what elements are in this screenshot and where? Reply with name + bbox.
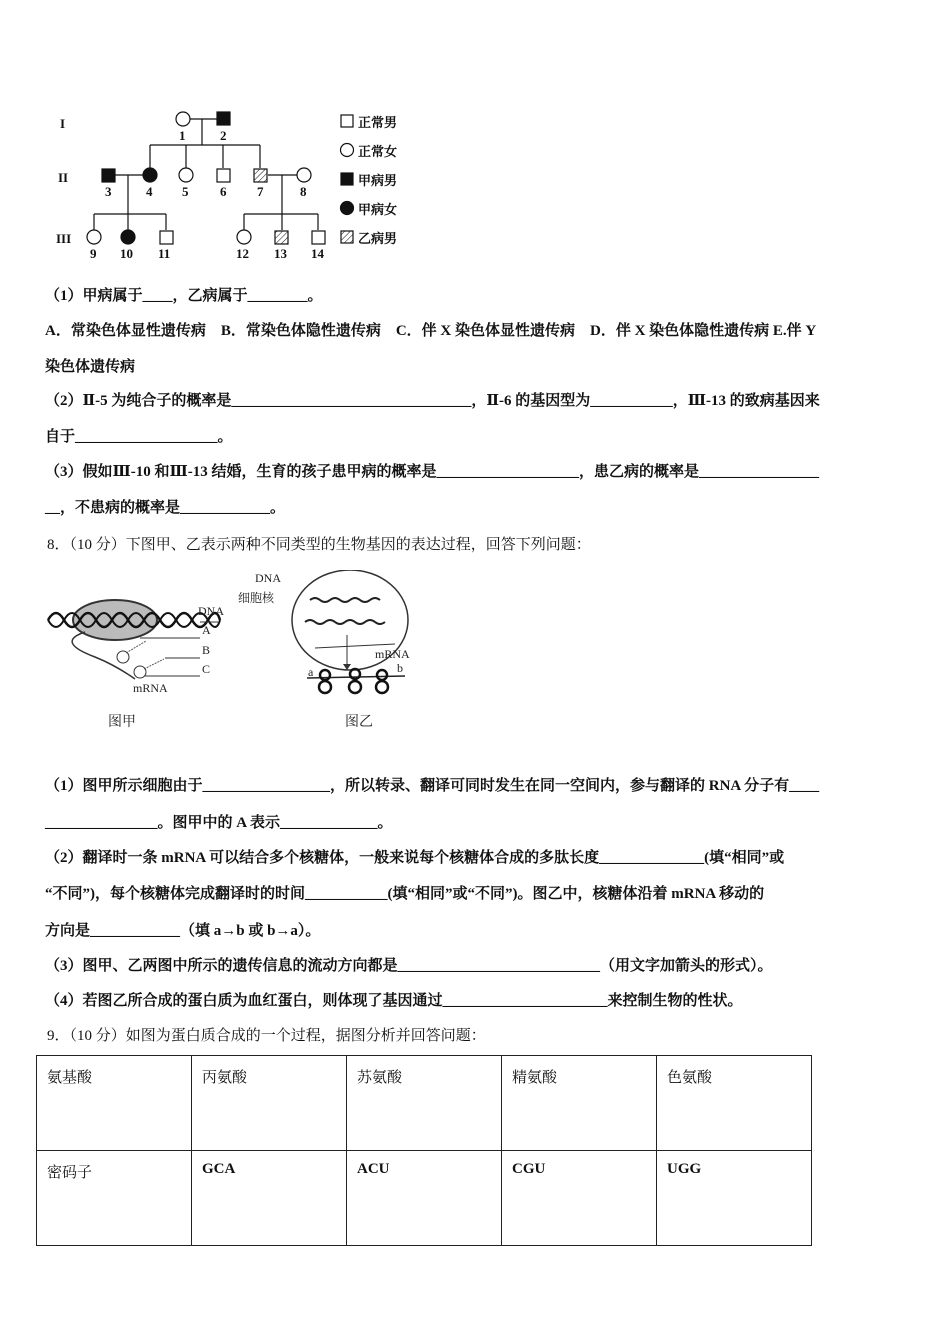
- q9-heading: 9．（10 分）如图为蛋白质合成的一个过程，据图分析并回答问题：: [47, 1028, 486, 1044]
- individual-number: 6: [220, 184, 227, 199]
- fig-label: 细胞核: [238, 591, 275, 605]
- individual-number: 10: [120, 246, 133, 261]
- individual-number: 11: [158, 246, 171, 261]
- pedigree-chart: [40, 100, 420, 265]
- individual-13: [275, 231, 288, 244]
- legend-label: 正常女: [358, 144, 398, 159]
- fig-label: DNA: [255, 571, 281, 585]
- fig-label: b: [397, 661, 403, 675]
- q7-line: （1）甲病属于____，乙病属于________。: [45, 288, 323, 304]
- fig-label: A: [202, 623, 211, 637]
- individual-number: 14: [311, 246, 324, 261]
- q8-heading: 8．（10 分）下图甲、乙表示两种不同类型的生物基因的表达过程，回答下列问题：: [47, 537, 591, 553]
- table-cell: 氨基酸: [37, 1056, 192, 1151]
- fig-label: mRNA: [375, 647, 410, 661]
- individual-8: [297, 168, 311, 182]
- fig-label: mRNA: [133, 681, 168, 695]
- individual-3: [102, 169, 115, 182]
- figure-caption: 图乙: [345, 715, 373, 730]
- table-cell: 苏氨酸: [347, 1056, 502, 1151]
- figure-jia: [40, 570, 240, 735]
- table-cell: 丙氨酸: [192, 1056, 347, 1151]
- individual-9: [87, 230, 101, 244]
- individual-10: [121, 230, 135, 244]
- individual-6: [217, 169, 230, 182]
- q8-line: （3）图甲、乙两图中所示的遗传信息的流动方向都是___________________________（用文字加箭头的形式）。: [45, 958, 773, 974]
- individual-1: [176, 112, 190, 126]
- q7-line: A．常染色体显性遗传病 B．常染色体隐性遗传病 C．伴 X 染色体显性遗传病 D．伴 X 染色体隐性遗传病 E.伴 Y: [45, 323, 817, 339]
- individual-12: [237, 230, 251, 244]
- individual-4: [143, 168, 157, 182]
- q8-line: _______________。图甲中的 A 表示_____________。: [45, 815, 393, 831]
- q7-line: （3）假如Ⅲ-10 和Ⅲ-13 结婚，生育的孩子患甲病的概率是___________________，患乙病的概率是________________: [45, 464, 820, 480]
- individual-number: 4: [146, 184, 153, 199]
- individual-number: 8: [300, 184, 307, 199]
- q8-line: （2）翻译时一条 mRNA 可以结合多个核糖体，一般来说每个核糖体合成的多肽长度______________(填“相同”或: [45, 850, 785, 866]
- table-row: [37, 1151, 812, 1246]
- table-row: [37, 1056, 812, 1151]
- legend-label: 甲病女: [358, 202, 398, 217]
- generation-label: II: [58, 170, 69, 185]
- codon-table: [36, 1055, 812, 1246]
- legend-label: 甲病男: [358, 173, 398, 188]
- table-cell: ACU: [347, 1151, 502, 1246]
- table-cell: 精氨酸: [502, 1056, 657, 1151]
- individual-number: 1: [179, 128, 186, 143]
- table-cell: 色氨酸: [657, 1056, 812, 1151]
- table-cell: UGG: [657, 1151, 812, 1246]
- individual-number: 9: [90, 246, 97, 261]
- figure-caption: 图甲: [108, 715, 136, 730]
- q7-line: 染色体遗传病: [45, 359, 136, 375]
- individual-number: 7: [257, 184, 264, 199]
- q8-line: （1）图甲所示细胞由于_________________，所以转录、翻译可同时发生在同一空间内，参与翻译的 RNA 分子有____: [45, 778, 820, 794]
- table-cell: GCA: [192, 1151, 347, 1246]
- individual-7: [254, 169, 267, 182]
- individual-2: [217, 112, 230, 125]
- q7-line: __，不患病的概率是____________。: [45, 500, 286, 516]
- generation-label: I: [60, 116, 66, 131]
- q8-line: （4）若图乙所合成的蛋白质为血红蛋白，则体现了基因通过______________________来控制生物的性状。: [45, 993, 743, 1009]
- individual-number: 12: [236, 246, 249, 261]
- q7-line: 自于___________________。: [45, 429, 233, 445]
- fig-label: a: [308, 665, 314, 679]
- fig-label: DNA: [198, 604, 224, 618]
- individual-number: 5: [182, 184, 189, 199]
- individual-number: 2: [220, 128, 227, 143]
- individual-number: 13: [274, 246, 287, 261]
- fig-label: C: [202, 662, 211, 676]
- figure-yi: [235, 570, 435, 735]
- individual-11: [160, 231, 173, 244]
- individual-5: [179, 168, 193, 182]
- individual-14: [312, 231, 325, 244]
- fig-label: B: [202, 643, 211, 657]
- q7-line: （2）Ⅱ-5 为纯合子的概率是________________________________，Ⅱ-6 的基因型为___________，Ⅲ-13 的致病基因来: [45, 393, 820, 409]
- legend-label: 乙病男: [358, 231, 398, 246]
- table-cell: 密码子: [37, 1151, 192, 1246]
- q8-line: “不同”)，每个核糖体完成翻译时的时间___________(填“相同”或“不同”)。图乙中，核糖体沿着 mRNA 移动的: [45, 886, 765, 902]
- individual-number: 3: [105, 184, 112, 199]
- table-cell: CGU: [502, 1151, 657, 1246]
- q8-line: 方向是____________（填 a→b 或 b→a）。: [45, 923, 321, 939]
- generation-label: III: [56, 231, 72, 246]
- legend-label: 正常男: [358, 115, 398, 130]
